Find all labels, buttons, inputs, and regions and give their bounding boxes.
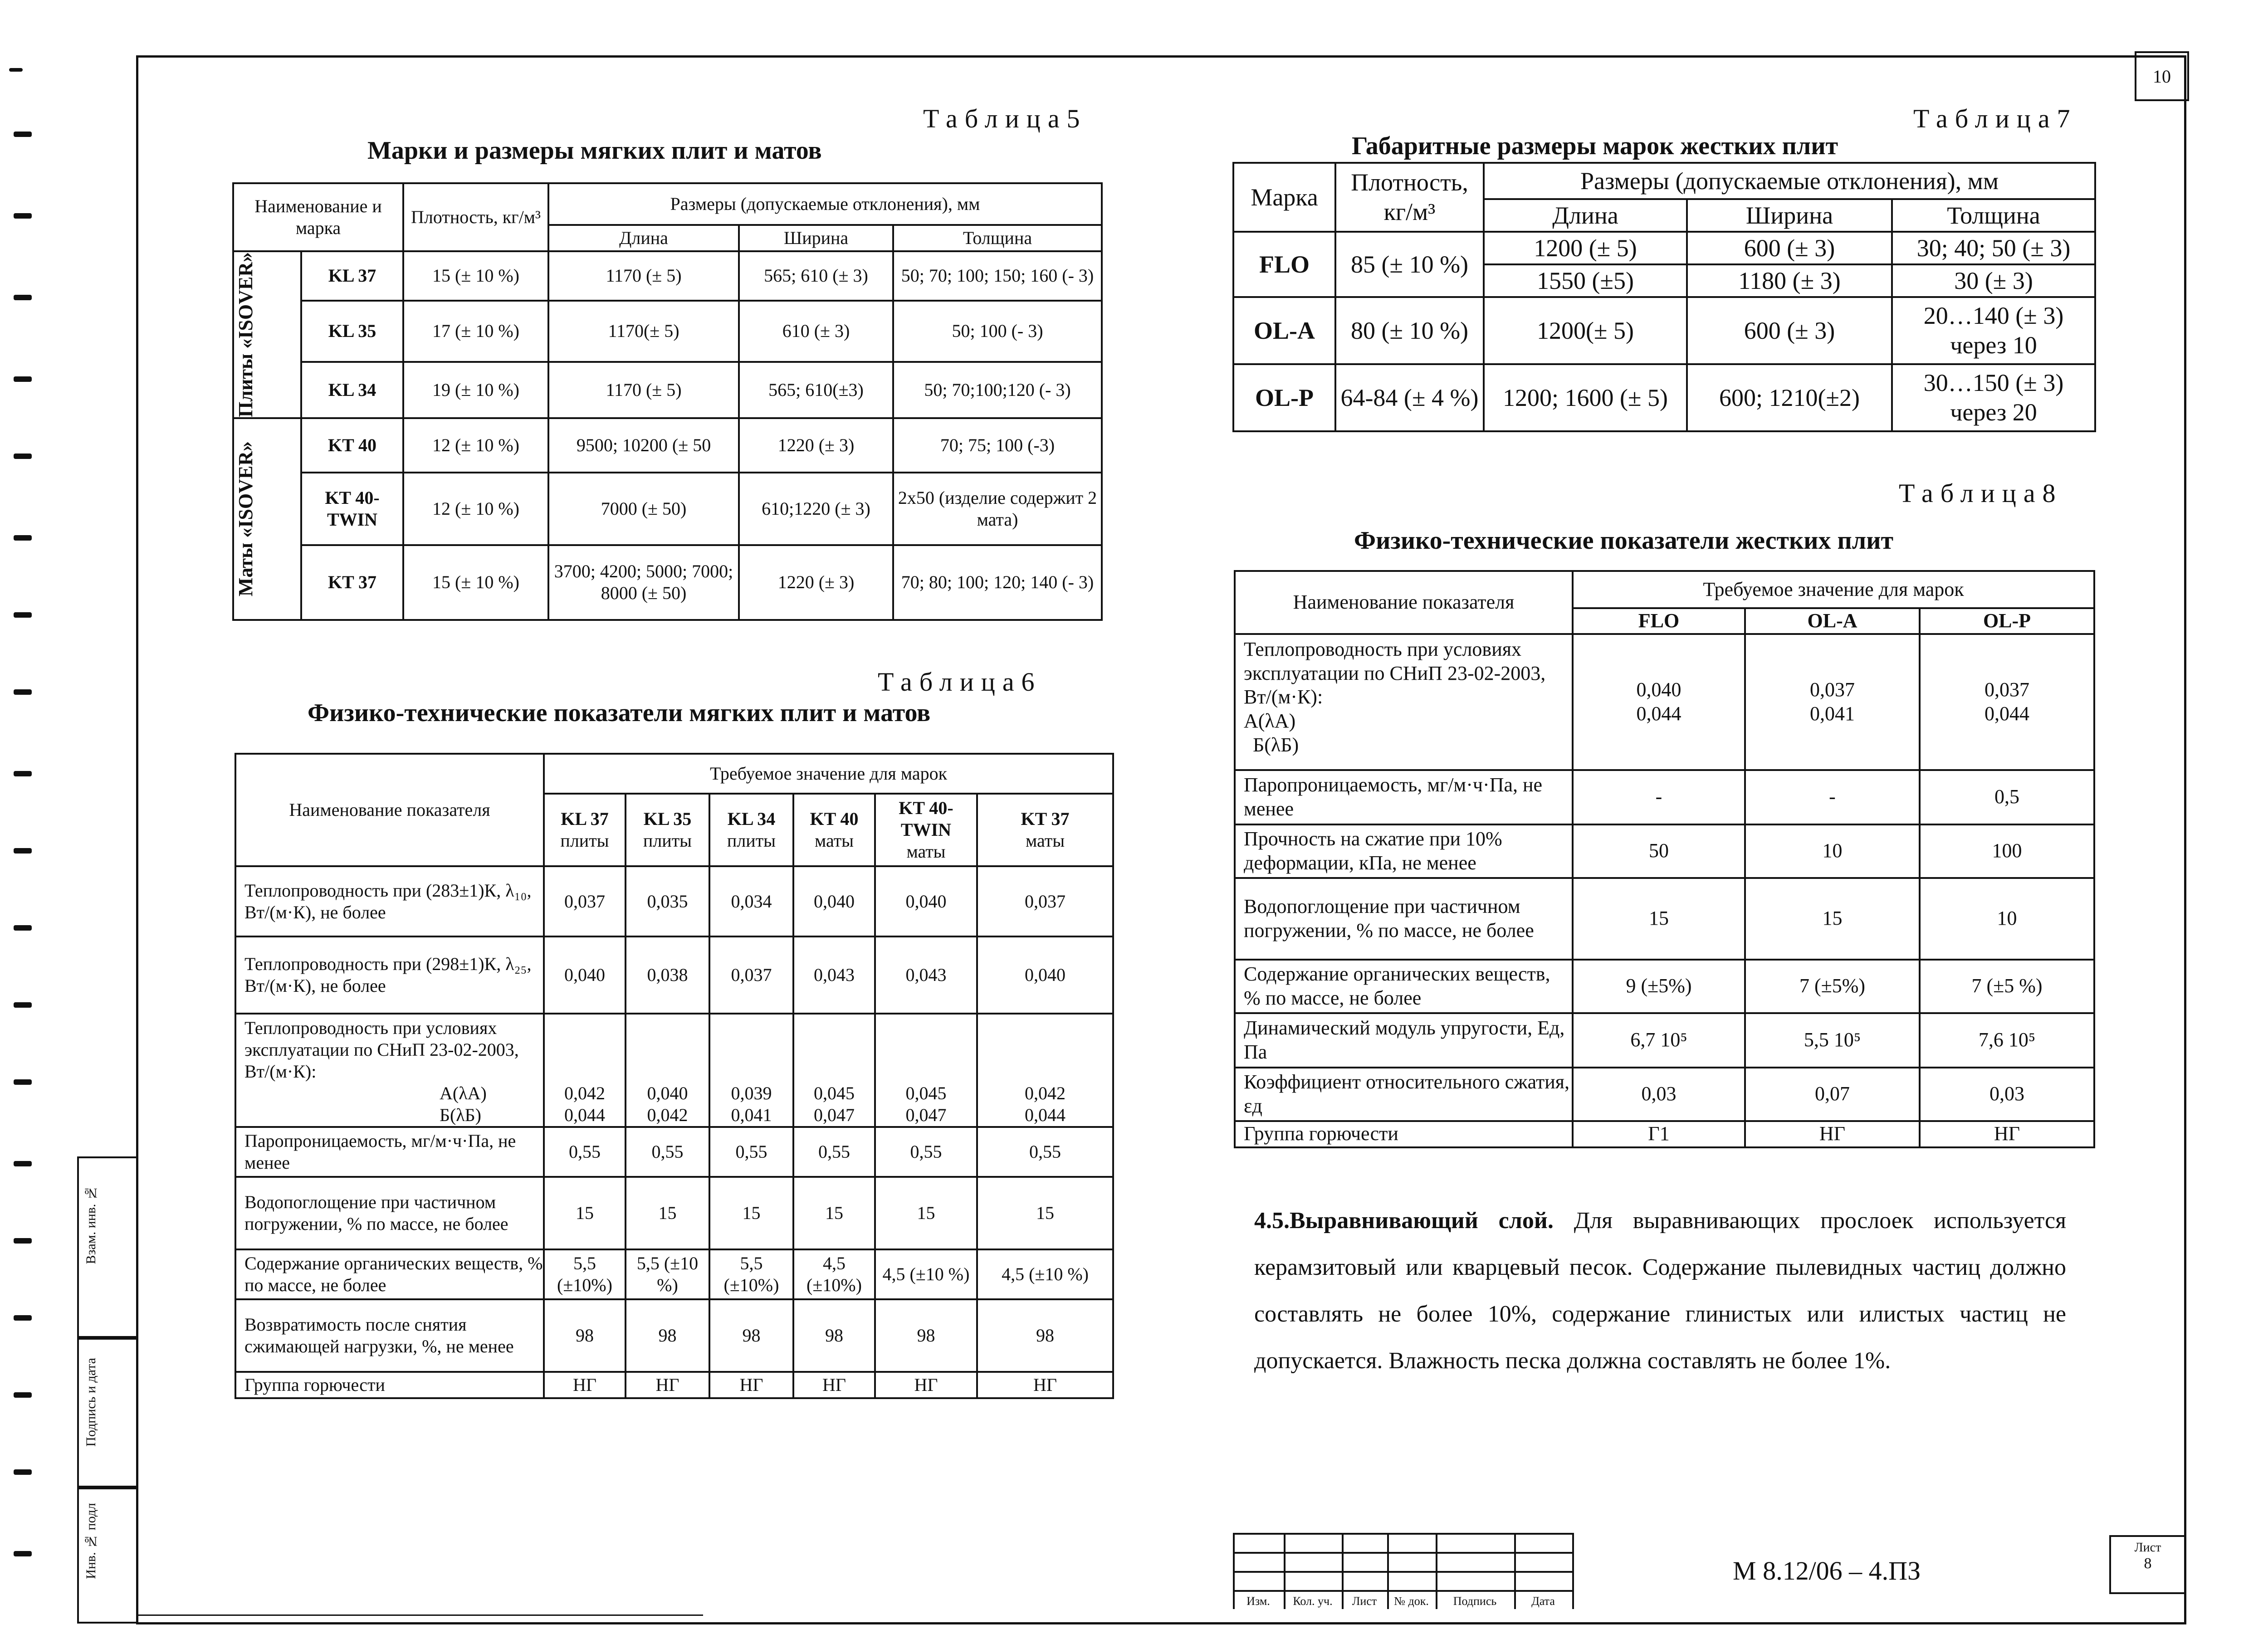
- t6-col-type: маты: [1025, 830, 1065, 851]
- t5-mark: KT 40: [301, 418, 403, 473]
- title-block: [1233, 1533, 1574, 1609]
- t6-cell: 0,55: [626, 1127, 709, 1177]
- side-label: Взам. инв. №: [83, 1185, 98, 1264]
- bottom-rule: [136, 1614, 703, 1616]
- t8-h-name: Наименование показателя: [1235, 571, 1573, 634]
- page-number: 10: [2135, 51, 2189, 101]
- t6-cell: 0,040: [647, 1083, 688, 1103]
- t6-cell: 15: [709, 1177, 793, 1249]
- t6-col-mark: KL 34: [727, 809, 776, 829]
- t6-cell: 0,038: [626, 936, 709, 1014]
- t7-cell: 1200 (± 5): [1484, 232, 1687, 264]
- t5-cell: 50; 70;100;120 (- 3): [893, 362, 1102, 418]
- document-number: М 8.12/06 – 4.ПЗ: [1733, 1556, 1921, 1585]
- t6-cell: НГ: [544, 1372, 626, 1398]
- t5-cell: 15 (± 10 %): [403, 251, 548, 301]
- t8-cell: 0,037: [1810, 678, 1855, 701]
- t6-cell: 0,042: [1025, 1083, 1066, 1103]
- t6-col-header: [544, 794, 626, 866]
- t6-cell: 98: [544, 1299, 626, 1372]
- t8-col-flo: FLO: [1573, 608, 1745, 634]
- t5-mark: KL 34: [301, 362, 403, 418]
- t6-col-type: плиты: [643, 830, 692, 851]
- t6-cell: 0,040: [977, 936, 1113, 1014]
- t8-cell: 0,03: [1573, 1068, 1745, 1121]
- table7-label: Таблица7: [1913, 104, 2077, 133]
- t6-cell: 0,55: [793, 1127, 875, 1177]
- t5-cell: 1170 (± 5): [548, 362, 739, 418]
- t7-cell: 80 (± 10 %): [1335, 297, 1484, 364]
- t7-h-mark: Марка: [1233, 163, 1335, 232]
- table8-title: Физико-технические показатели жестких плит: [1354, 527, 1893, 555]
- t6-cell: 0,043: [793, 936, 875, 1014]
- t8-cell: 9 (±5%): [1573, 960, 1745, 1013]
- t6-cell: 98: [709, 1299, 793, 1372]
- t6-h-name: Наименование показателя: [235, 754, 544, 866]
- t8-cell: 0,041: [1810, 702, 1855, 725]
- t8-row-name: Теплопроводность при условиях эксплуатации по СНиП 23-02-2003, Вт/(м·К):: [1244, 638, 1546, 708]
- t5-cell: 1220 (± 3): [739, 545, 893, 620]
- t5-cell: 610 (± 3): [739, 301, 893, 362]
- side-label: Подпись и дата: [83, 1358, 98, 1447]
- t8-cell: 15: [1573, 878, 1745, 960]
- t6-cell: 0,043: [875, 936, 977, 1014]
- t8-row-name: Содержание органических веществ, % по массе, не более: [1235, 960, 1573, 1013]
- t8-cell: 7 (±5%): [1745, 960, 1920, 1013]
- t7-cell: 1200; 1600 (± 5): [1484, 364, 1687, 431]
- t8-cell: 0,037: [1984, 678, 2030, 701]
- t7-cell: 1200(± 5): [1484, 297, 1687, 364]
- stamp-col: Кол. уч.: [1293, 1595, 1333, 1608]
- side-field-sign: [77, 1338, 136, 1488]
- stamp-col: Дата: [1531, 1595, 1555, 1608]
- t5-cell: 9500; 10200 (± 50: [548, 418, 739, 473]
- t6-cell: 0,042: [564, 1083, 605, 1103]
- t8-cell: 0,044: [1636, 702, 1681, 725]
- paragraph-text: Для выравнивающих прослоек используется керамзитовый или кварцевый песок. Содержание пылевидных частиц должно составлять не более 10%, содержание глинистых или илистых частиц не допускается. Влажность песка должна составлять не более 1%.: [1254, 1208, 2067, 1374]
- t8-cell: 0,5: [1920, 770, 2094, 824]
- t6-cell: 0,55: [875, 1127, 977, 1177]
- stamp-col: Лист: [1352, 1595, 1377, 1608]
- t8-cell: -: [1573, 770, 1745, 824]
- t6-col-type: маты: [814, 830, 854, 851]
- t6-cell: 5,5 (±10%): [544, 1249, 626, 1299]
- t6-cell: 98: [626, 1299, 709, 1372]
- t6-row-name: Паропроницаемость, мг/м·ч·Па, не менее: [235, 1127, 544, 1177]
- t8-cell: 10: [1920, 878, 2094, 960]
- t8-row-name: Динамический модуль упругости, Ед, Па: [1235, 1013, 1573, 1068]
- t8-cell: 0,040: [1636, 678, 1681, 701]
- sheet-label: Лист: [2134, 1541, 2161, 1555]
- t7-cell: 1550 (±5): [1484, 264, 1687, 297]
- table5-title: Марки и размеры мягких плит и матов: [367, 137, 822, 165]
- t8-cell: 6,7 10⁵: [1573, 1013, 1745, 1068]
- t8-row-name: Водопоглощение при частичном погружении, % по массе, не более: [1235, 878, 1573, 960]
- t8-cell: 50: [1573, 824, 1745, 878]
- t5-cell: 1170(± 5): [548, 301, 739, 362]
- t7-h-density: Плотность, кг/м³: [1335, 163, 1484, 232]
- side-field-inv: [77, 1488, 136, 1624]
- t7-h-sizes: Размеры (допускаемые отклонения), мм: [1484, 163, 2095, 199]
- t6-cell: 0,037: [544, 866, 626, 936]
- t6-cell: 0,040: [793, 866, 875, 936]
- t8-cell: 0,044: [1984, 702, 2030, 725]
- t8-cell: 7,6 10⁵: [1920, 1013, 2094, 1068]
- t8-cell: 15: [1745, 878, 1920, 960]
- t5-cell: 565; 610(±3): [739, 362, 893, 418]
- table5-label: Таблица5: [923, 104, 1087, 133]
- t6-col-header: [977, 794, 1113, 866]
- t5-cell: 1170 (± 5): [548, 251, 739, 301]
- t7-mark: OL-P: [1233, 364, 1335, 431]
- t6-cell: 0,037: [709, 936, 793, 1014]
- t7-cell: 30; 40; 50 (± 3): [1892, 232, 2095, 264]
- t6-cell: НГ: [793, 1372, 875, 1398]
- table8-label: Таблица8: [1899, 478, 2063, 508]
- t6-cell: 0,034: [709, 866, 793, 936]
- t8-cell: 0,07: [1745, 1068, 1920, 1121]
- t5-cell: 12 (± 10 %): [403, 473, 548, 545]
- t7-cell: 64-84 (± 4 %): [1335, 364, 1484, 431]
- t6-col-mark: KT 37: [1021, 809, 1070, 829]
- t6-cell: 0,044: [564, 1105, 605, 1125]
- side-field-replace: [77, 1156, 136, 1338]
- t6-cell: 15: [977, 1177, 1113, 1249]
- t8-cell: 5,5 10⁵: [1745, 1013, 1920, 1068]
- stamp-col: Изм.: [1246, 1595, 1270, 1608]
- t5-h-density: Плотность, кг/м³: [403, 183, 548, 251]
- t8-cell: НГ: [1920, 1121, 2094, 1147]
- t6-row-name: Группа горючести: [235, 1372, 544, 1398]
- table8: [1234, 570, 2095, 1148]
- t6-h-req: Требуемое значение для марок: [544, 754, 1113, 794]
- t5-cell: 1220 (± 3): [739, 418, 893, 473]
- t6-cell: 5,5 (±10 %): [626, 1249, 709, 1299]
- t7-h-thk: Толщина: [1892, 199, 2095, 232]
- t7-cell: 600 (± 3): [1687, 297, 1892, 364]
- t5-mark: KL 37: [301, 251, 403, 301]
- t6-cell: 0,55: [709, 1127, 793, 1177]
- t6-cell: 0,039: [731, 1083, 772, 1103]
- t6-cell: 0,047: [814, 1105, 855, 1125]
- t5-mark: KL 35: [301, 301, 403, 362]
- t6-cell: 0,042: [647, 1105, 688, 1125]
- paragraph-heading: 4.5.Выравнивающий слой.: [1254, 1208, 1554, 1234]
- t5-cell: 610;1220 (± 3): [739, 473, 893, 545]
- t8-row-name: Коэффициент относительного сжатия, εд: [1235, 1068, 1573, 1121]
- t6-cell: 4,5 (±10 %): [977, 1249, 1113, 1299]
- t5-cell: 7000 (± 50): [548, 473, 739, 545]
- t7-cell: 20…140 (± 3) через 10: [1892, 297, 2095, 364]
- t8-cell: 10: [1745, 824, 1920, 878]
- stamp-col: № док.: [1394, 1595, 1429, 1608]
- t6-cell: 15: [793, 1177, 875, 1249]
- t5-cell: 12 (± 10 %): [403, 418, 548, 473]
- t7-mark: FLO: [1233, 232, 1335, 297]
- t6-col-header: [875, 794, 977, 866]
- table6-label: Таблица6: [878, 667, 1042, 697]
- t5-cell: 17 (± 10 %): [403, 301, 548, 362]
- sheet-box: [2109, 1535, 2186, 1594]
- t5-cell: 19 (± 10 %): [403, 362, 548, 418]
- t6-cell: 98: [875, 1299, 977, 1372]
- t8-col-ola: OL-A: [1745, 608, 1920, 634]
- table6: [235, 753, 1114, 1399]
- t7-h-len: Длина: [1484, 199, 1687, 232]
- t6-cell: 0,55: [977, 1127, 1113, 1177]
- t6-col-type: плиты: [727, 830, 776, 851]
- t6-cell: 0,045: [814, 1083, 855, 1103]
- t5-h-sizes: Размеры (допускаемые отклонения), мм: [548, 183, 1102, 225]
- t6-col-mark: KT 40: [810, 809, 859, 829]
- t8-row-name: Прочность на сжатие при 10% деформации, кПа, не менее: [1235, 824, 1573, 878]
- t6-cell: 15: [544, 1177, 626, 1249]
- t6-cell: 15: [875, 1177, 977, 1249]
- stamp-col: Подпись: [1453, 1595, 1497, 1608]
- t6-sub-b: Б(λБ): [440, 1105, 481, 1125]
- t6-cell: 0,041: [731, 1105, 772, 1125]
- t6-cell: 0,040: [875, 866, 977, 936]
- t6-col-mark: KT 40-TWIN: [899, 798, 953, 840]
- t8-sub-b: Б(λБ): [1253, 733, 1299, 756]
- t6-cell: 0,037: [977, 866, 1113, 936]
- t6-row-name: Теплопроводность при (298±1)К, λ₂₅, Вт/(м·К), не более: [235, 936, 544, 1014]
- t6-col-header: [793, 794, 875, 866]
- t6-cell: 0,044: [1025, 1105, 1066, 1125]
- t5-h-len: Длина: [548, 225, 739, 251]
- t7-mark: OL-A: [1233, 297, 1335, 364]
- t7-h-wid: Ширина: [1687, 199, 1892, 232]
- t5-group-mats: Маты «ISOVER»: [235, 441, 257, 597]
- t6-col-header: [709, 794, 793, 866]
- t6-col-mark: KL 37: [561, 809, 609, 829]
- t6-col-type: маты: [906, 841, 946, 862]
- t6-cell: 0,040: [544, 936, 626, 1014]
- sheet-number: 8: [2144, 1555, 2152, 1572]
- t5-cell: 70; 75; 100 (-3): [893, 418, 1102, 473]
- t6-cell: НГ: [709, 1372, 793, 1398]
- t6-col-header: [626, 794, 709, 866]
- t6-cell: 0,047: [905, 1105, 947, 1125]
- t6-cell: НГ: [977, 1372, 1113, 1398]
- t8-cell: -: [1745, 770, 1920, 824]
- t8-row-name: Паропроницаемость, мг/м·ч·Па, не менее: [1235, 770, 1573, 824]
- t8-cell: 100: [1920, 824, 2094, 878]
- table7: [1232, 162, 2096, 432]
- t8-cell: 0,03: [1920, 1068, 2094, 1121]
- t7-cell: 85 (± 10 %): [1335, 232, 1484, 297]
- t6-sub-a: А(λА): [440, 1083, 487, 1103]
- t7-cell: 600; 1210(±2): [1687, 364, 1892, 431]
- t8-cell: Г1: [1573, 1121, 1745, 1147]
- t8-row-name: Группа горючести: [1235, 1121, 1573, 1147]
- side-label: Инв. № подл: [83, 1503, 98, 1579]
- t6-cell: 98: [977, 1299, 1113, 1372]
- table7-title: Габаритные размеры марок жестких плит: [1352, 132, 1838, 160]
- t5-h-thk: Толщина: [893, 225, 1102, 251]
- t5-cell: 50; 100 (- 3): [893, 301, 1102, 362]
- table6-title: Физико-технические показатели мягких плит и матов: [308, 699, 931, 727]
- t5-mark: KT 40-TWIN: [301, 473, 403, 545]
- t6-cell: 98: [793, 1299, 875, 1372]
- t6-cell: НГ: [626, 1372, 709, 1398]
- paragraph-4-5: [1254, 1197, 2066, 1384]
- t8-cell: НГ: [1745, 1121, 1920, 1147]
- table5: [232, 182, 1103, 621]
- t5-h-wid: Ширина: [739, 225, 893, 251]
- t5-group-plates: Плиты «ISOVER»: [235, 252, 257, 417]
- t6-cell: 4,5 (±10 %): [875, 1249, 977, 1299]
- t7-cell: 600 (± 3): [1687, 232, 1892, 264]
- t7-cell: 30…150 (± 3) через 20: [1892, 364, 2095, 431]
- t5-h-name: Наименование и марка: [233, 183, 403, 251]
- t5-cell: 50; 70; 100; 150; 160 (- 3): [893, 251, 1102, 301]
- t6-cell: 0,045: [905, 1083, 947, 1103]
- t6-row-name: Теплопроводность при (283±1)К, λ₁₀, Вт/(м·К), не более: [235, 866, 544, 936]
- t5-mark: KT 37: [301, 545, 403, 620]
- t5-cell: 2x50 (изделие содержит 2 мата): [893, 473, 1102, 545]
- t5-cell: 15 (± 10 %): [403, 545, 548, 620]
- t6-row-name: Содержание органических веществ, % по массе, не более: [235, 1249, 544, 1299]
- t5-cell: 70; 80; 100; 120; 140 (- 3): [893, 545, 1102, 620]
- t8-col-olp: OL-P: [1920, 608, 2094, 634]
- t6-row-name: Водопоглощение при частичном погружении, % по массе, не более: [235, 1177, 544, 1249]
- t6-cell: НГ: [875, 1372, 977, 1398]
- t7-cell: 30 (± 3): [1892, 264, 2095, 297]
- t8-cell: 7 (±5 %): [1920, 960, 2094, 1013]
- t6-cell: 5,5 (±10%): [709, 1249, 793, 1299]
- t6-cell: 4,5 (±10%): [793, 1249, 875, 1299]
- t5-cell: 3700; 4200; 5000; 7000; 8000 (± 50): [548, 545, 739, 620]
- t6-col-mark: KL 35: [643, 809, 692, 829]
- t6-cell: 0,55: [544, 1127, 626, 1177]
- t7-cell: 1180 (± 3): [1687, 264, 1892, 297]
- t8-sub-a: А(λА): [1244, 710, 1296, 732]
- t6-cell: 0,035: [626, 866, 709, 936]
- t5-cell: 565; 610 (± 3): [739, 251, 893, 301]
- t6-row-name: Возвратимость после снятия сжимающей нагрузки, %, не менее: [235, 1299, 544, 1372]
- t8-h-req: Требуемое значение для марок: [1573, 571, 2094, 608]
- t6-row-name: Теплопроводность при условиях эксплуатации по СНиП 23-02-2003, Вт/(м·К):: [244, 1018, 519, 1082]
- t6-cell: 15: [626, 1177, 709, 1249]
- t6-col-type: плиты: [560, 830, 609, 851]
